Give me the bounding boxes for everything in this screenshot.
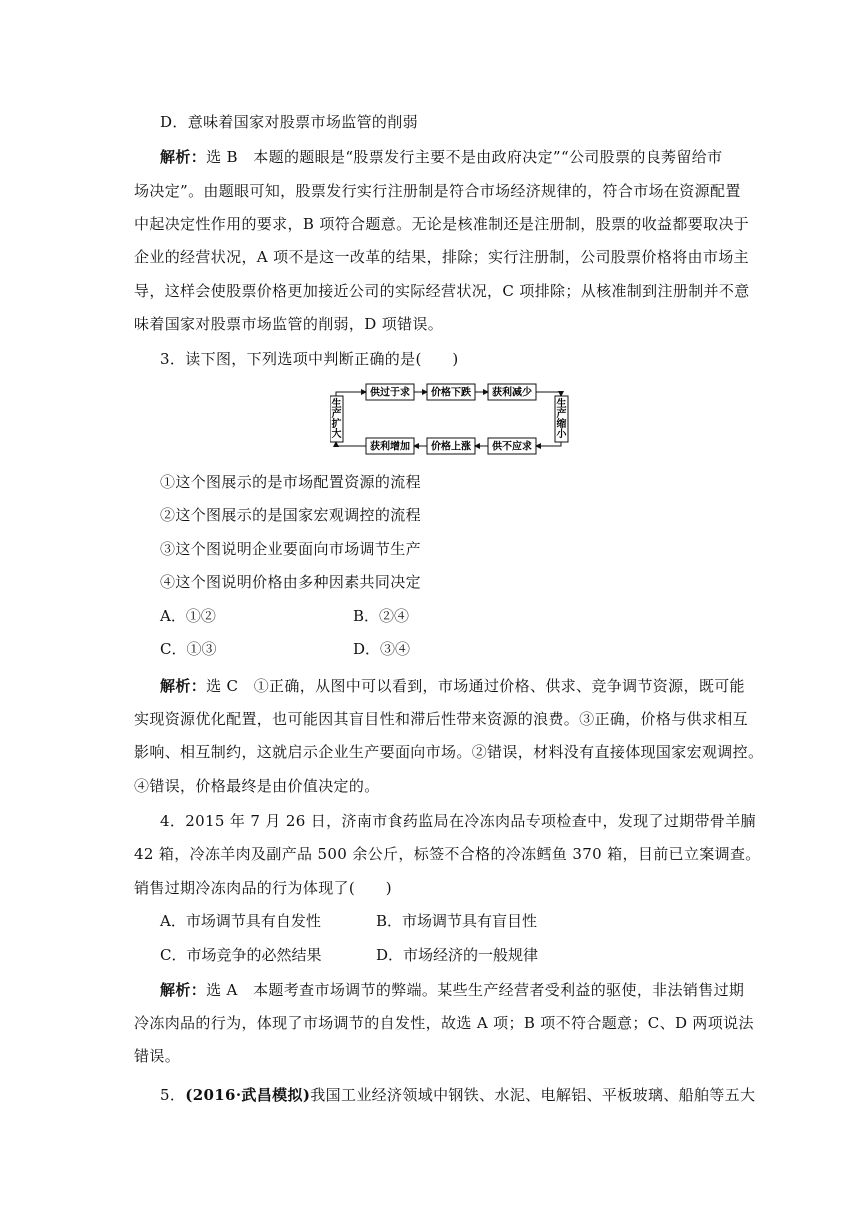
analysis-2-line-3: 中起决定性作用的要求，B 项符合题意。无论是核准制还是注册制，股票的收益都要取决于 bbox=[134, 215, 750, 233]
question-5-line-1: 5．(2016·武昌模拟)我国工业经济领域中钢铁、水泥、电解铝、平板玻璃、船舶等五大 bbox=[160, 1086, 756, 1104]
q3-option-b: B．②④ bbox=[353, 607, 410, 625]
question-3-stem: 3．读下图，下列选项中判断正确的是( ) bbox=[160, 350, 459, 368]
question-4-line-1: 4．2015 年 7 月 26 日，济南市食药监局在冷冻肉品专项检查中，发现了过期带骨羊腩 bbox=[160, 812, 756, 830]
left-label-char-4: 大 bbox=[331, 429, 342, 440]
right-label-char-1: 生 bbox=[556, 399, 567, 410]
q3-statement-1: ①这个图展示的是市场配置资源的流程 bbox=[160, 473, 421, 491]
right-label-char-2: 产 bbox=[556, 409, 567, 420]
analysis-3-line-4: ④错误，价格最终是由价值决定的。 bbox=[134, 777, 380, 795]
q2-option-d: D．意味着国家对股票市场监管的削弱 bbox=[160, 113, 418, 131]
analysis-2-line-6: 味着国家对股票市场监管的削弱，D 项错误。 bbox=[134, 315, 444, 333]
q4-option-c: C．市场竞争的必然结果 bbox=[160, 946, 322, 964]
left-label-char-1: 生 bbox=[331, 399, 342, 410]
right-label-char-4: 小 bbox=[556, 429, 567, 440]
analysis-3-line-3: 影响、相互制约，这就启示企业生产要面向市场。②错误，材料没有直接体现国家宏观调控。 bbox=[134, 743, 764, 761]
right-label-char-3: 缩 bbox=[556, 419, 567, 430]
q3-option-c: C．①③ bbox=[160, 640, 217, 658]
analysis-label: 解析： bbox=[160, 148, 207, 166]
box-bottom-2-label: 价格上涨 bbox=[431, 441, 471, 453]
analysis-2-line-5: 导，这样会使股票价格更加接近公司的实际经营状况，C 项排除；从核准制到注册制并不意 bbox=[134, 282, 750, 300]
analysis-label: 解析： bbox=[160, 677, 207, 695]
analysis-2-line-2: 场决定”。由题眼可知，股票发行实行注册制是符合市场经济规律的，符合市场在资源配置 bbox=[134, 182, 741, 200]
left-label-char-2: 产 bbox=[331, 409, 342, 420]
question-4-line-3: 销售过期冷冻肉品的行为体现了( ) bbox=[134, 879, 393, 897]
q3-option-d: D．③④ bbox=[353, 640, 411, 658]
market-cycle-diagram bbox=[330, 380, 580, 460]
question-4-line-2: 42 箱，冷冻羊肉及副产品 500 余公斤，标签不合格的冷冻鳕鱼 370 箱，目前已立案调查。 bbox=[134, 845, 761, 863]
q3-statement-3: ③这个图说明企业要面向市场调节生产 bbox=[160, 540, 421, 558]
question-source: (2016·武昌模拟) bbox=[185, 1086, 311, 1104]
q3-option-a: A．①② bbox=[160, 607, 216, 625]
analysis-2-line-4: 企业的经营状况，A 项不是这一改革的结果，排除；实行注册制，公司股票价格将由市场主 bbox=[134, 248, 749, 266]
analysis-4-line-3: 错误。 bbox=[134, 1047, 181, 1065]
box-bottom-3-label: 供不应求 bbox=[492, 441, 532, 453]
q4-option-b: B．市场调节具有盲目性 bbox=[376, 912, 538, 930]
q4-option-a: A．市场调节具有自发性 bbox=[160, 912, 321, 930]
q4-option-d: D．市场经济的一般规律 bbox=[376, 946, 539, 964]
analysis-4-line-1: 解析：选 A 本题考查市场调节的弊端。某些生产经营者受利益的驱使，非法销售过期 bbox=[160, 981, 745, 999]
box-top-1-label: 供过于求 bbox=[370, 387, 410, 399]
analysis-4-line-2: 冷冻肉品的行为，体现了市场调节的自发性，故选 A 项；B 项不符合题意；C、D 两项说法 bbox=[134, 1014, 754, 1032]
left-label-char-3: 扩 bbox=[331, 419, 342, 430]
q3-statement-4: ④这个图说明价格由多种因素共同决定 bbox=[160, 573, 421, 591]
analysis-label: 解析： bbox=[160, 981, 207, 999]
analysis-2-line-1: 解析：选 B 本题的题眼是“股票发行主要不是由政府决定”“公司股票的良莠留给市 bbox=[160, 148, 723, 166]
q3-statement-2: ②这个图展示的是国家宏观调控的流程 bbox=[160, 506, 421, 524]
box-bottom-1-label: 获利增加 bbox=[370, 441, 410, 453]
analysis-3-line-1: 解析：选 C ①正确，从图中可以看到，市场通过价格、供求、竞争调节资源，既可能 bbox=[160, 677, 745, 695]
box-top-3-label: 获利减少 bbox=[492, 387, 532, 399]
analysis-3-line-2: 实现资源优化配置，也可能因其盲目性和滞后性带来资源的浪费。③正确，价格与供求相互 bbox=[134, 710, 749, 728]
box-top-2-label: 价格下跌 bbox=[431, 387, 471, 399]
